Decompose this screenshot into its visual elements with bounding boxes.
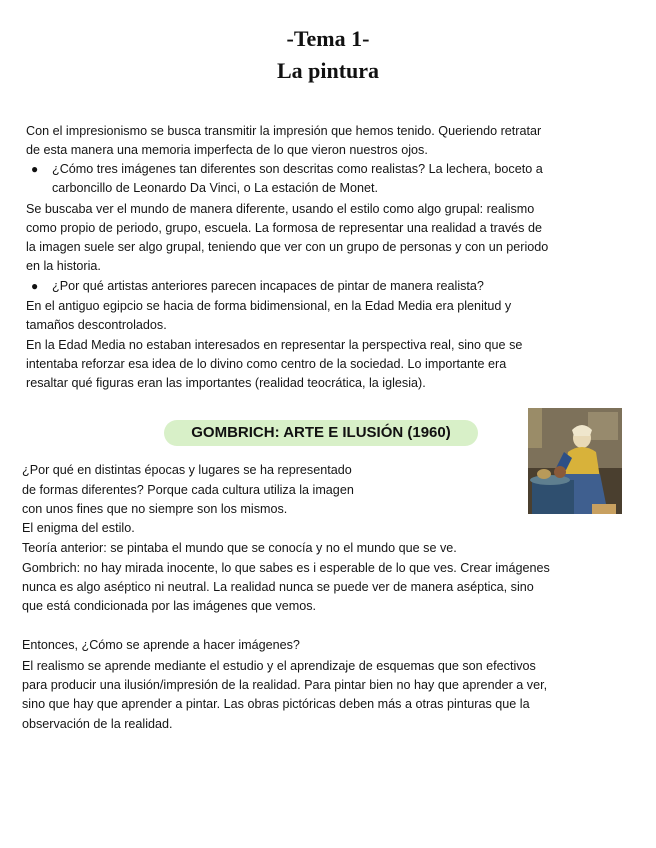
paragraph-line: Teoría anterior: se pintaba el mundo que se conocía y no el mundo que se ve. bbox=[22, 541, 457, 555]
bullet-line: ¿Por qué artistas anteriores parecen incapaces de pintar de manera realista? bbox=[52, 279, 484, 293]
page-title-line1: -Tema 1- bbox=[286, 26, 370, 51]
paragraph-line: Con el impresionismo se busca transmitir la impresión que hemos tenido. Queriendo retratar bbox=[26, 124, 542, 138]
bullet-line: carboncillo de Leonardo Da Vinci, o La estación de Monet. bbox=[52, 181, 379, 195]
paragraph-line: intentaba reforzar esa idea de lo divino como centro de la sociedad. Lo importante era bbox=[26, 357, 507, 371]
paragraph-line: Gombrich: no hay mirada inocente, lo que sabes es i esperable de lo que ves. Crear imágenes bbox=[22, 561, 550, 575]
page-title-line2: La pintura bbox=[276, 58, 380, 83]
bullet-icon: ● bbox=[31, 162, 39, 176]
bullet-line: ¿Cómo tres imágenes tan diferentes son descritas como realistas? La lechera, boceto a bbox=[52, 162, 543, 176]
paragraph-line: Entonces, ¿Cómo se aprende a hacer imágenes? bbox=[22, 638, 300, 652]
paragraph-line: como propio de periodo, grupo, escuela. La formosa de representar una realidad a través de bbox=[26, 221, 542, 235]
paragraph-line: de esta manera una memoria imperfecta de lo que vieron nuestros ojos. bbox=[26, 143, 428, 157]
paragraph-line: para producir una ilusión/impresión de la realidad. Para pintar bien no hay que aprender a ver, bbox=[22, 678, 548, 692]
paragraph-line: resaltar qué figuras eran las importantes (realidad teocrática, la iglesia). bbox=[26, 376, 426, 390]
paragraph-line: ¿Por qué en distintas épocas y lugares se ha representado bbox=[22, 463, 352, 477]
painting-illustration-icon bbox=[528, 408, 622, 514]
paragraph-line: sino que hay que aprender a pintar. Las obras pictóricas deben más a otras pinturas que la bbox=[22, 697, 530, 711]
paragraph-line: que está condicionada por las imágenes que vemos. bbox=[22, 599, 317, 613]
paragraph-line: El realismo se aprende mediante el estudio y el aprendizaje de esquemas que son efectivos bbox=[22, 659, 536, 673]
paragraph-line: observación de la realidad. bbox=[22, 717, 173, 731]
bullet-icon: ● bbox=[31, 279, 39, 293]
paragraph-line: tamaños descontrolados. bbox=[26, 318, 167, 332]
painting-image bbox=[528, 408, 622, 514]
paragraph-line: En el antiguo egipcio se hacia de forma bidimensional, en la Edad Media era plenitud y bbox=[26, 299, 512, 313]
paragraph-line: con unos fines que no siempre son los mismos. bbox=[22, 502, 288, 516]
paragraph-line: En la Edad Media no estaban interesados en representar la perspectiva real, sino que se bbox=[26, 338, 523, 352]
section-heading: GOMBRICH: ARTE E ILUSIÓN (1960) bbox=[164, 420, 478, 446]
paragraph-line: en la historia. bbox=[26, 259, 101, 273]
paragraph-line: El enigma del estilo. bbox=[22, 521, 135, 535]
paragraph-line: nunca es algo aséptico ni neutral. La realidad nunca se puede ver de manera aséptica, sino bbox=[22, 580, 534, 594]
paragraph-line: de formas diferentes? Porque cada cultura utiliza la imagen bbox=[22, 483, 354, 497]
paragraph-line: la imagen suele ser algo grupal, teniendo que ver con un grupo de personas y con un periodo bbox=[26, 240, 549, 254]
paragraph-line: Se buscaba ver el mundo de manera diferente, usando el estilo como algo grupal: realismo bbox=[26, 202, 535, 216]
